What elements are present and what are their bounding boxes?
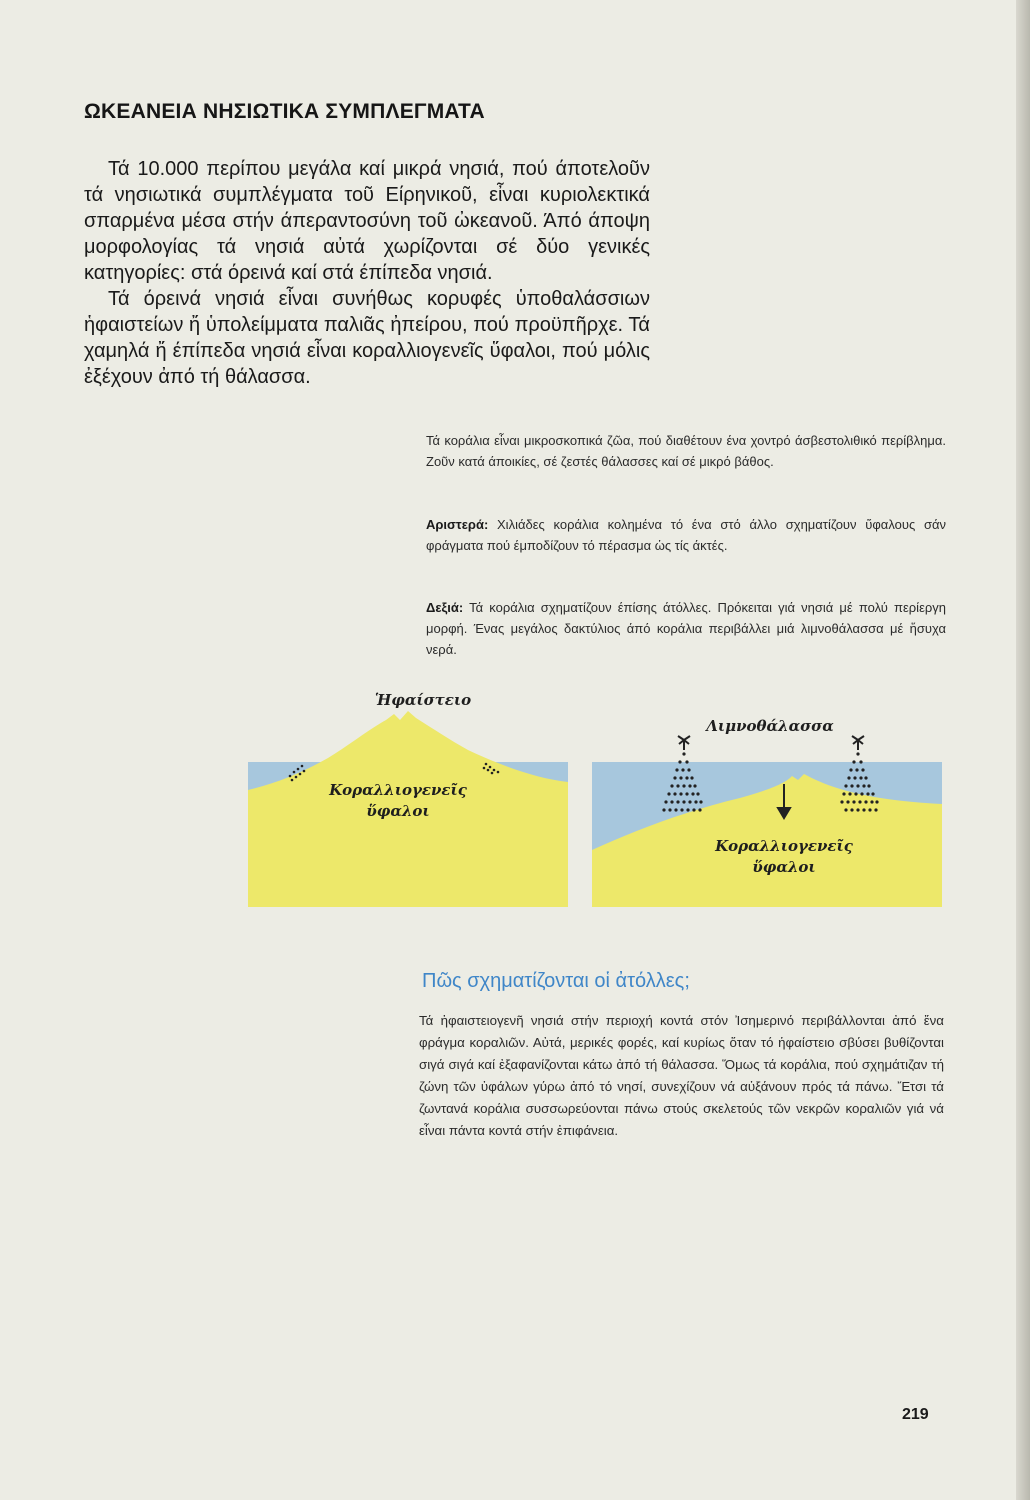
- caption-left-text: Χιλιάδες κοράλια κολημένα τό ένα στό άλλο σχηματίζουν ὕφαλους σάν φράγματα πού έμποδίζουν τό πέρασμα ὡς τίς άκτές.: [426, 517, 946, 553]
- atoll-formation-paragraph: Τά ἡφαιστειογενῆ νησιά στήν περιοχή κοντά στόν Ἰσημερινό περιβάλλονται ἀπό ἕνα φράγμα κοραλιῶν. Αὐτά, μερικές φορές, καί κυρίως ὅταν τό ἡφαίστειο σβύσει βυθίζονται σιγά σιγά καί ἐξαφανίζονται κάτω ἀπό τή θάλασσα. Ὅμως τά κοράλια, πού σχημάτιζαν τή ζώνη τῶν ὑφάλων γύρω ἀπό τό νησί, συνεχίζουν νά αὐξάνουν πρός τά πάνω. Ἔτσι τά ζωντανά κοράλια συσσωρεύονται πάνω στούς σκελετούς τῶν νεκρῶν κοραλιῶν γιά νά εἶναι πάντα κοντά στήν ἐπιφάνεια.: [419, 1013, 944, 1138]
- label-reefs-line2: ὕφαλοι: [366, 802, 430, 820]
- caption-left: [426, 514, 946, 556]
- caption-left-label: Αριστερά:: [426, 517, 489, 532]
- page-edge: [1016, 0, 1030, 1500]
- intro-paragraph-1: Τά 10.000 περίπου μεγάλα καί μικρά νησιά, πού άποτελοῦν τά νησιωτικά συμπλέγματα τοῦ Είρηνικοῦ, εἶναι κυριολεκτικά σπαρμένα μέσα στήν άπεραντοσύνη τοῦ ὠκεανοῦ. Άπό άποψη μορφολογίας τά νησιά αὐτά χωρίζονται σέ δύο γενικές κατηγορίες: στά όρεινά καί στά έπίπεδα νησιά.: [84, 158, 650, 284]
- caption-right-label: Δεξιά:: [426, 600, 464, 615]
- caption-corals: [426, 430, 946, 472]
- label-atoll-reefs-line1: Κοραλλιογενεῖς: [715, 837, 853, 855]
- caption-right: [426, 597, 946, 660]
- intro-paragraph-2: Τά όρεινά νησιά εἶναι συνήθως κορυφές ὑποθαλάσσιων ἡφαιστείων ἤ ὑπολείμματα παλιᾶς ἠπείρου, πού προϋπῆρχε. Τά χαμηλά ἤ έπίπεδα νησιά εἶναι κοραλλιογενεῖς ὕφαλοι, πού μόλις ἐξέχουν ἀπό τή θάλασσα.: [84, 288, 650, 388]
- diagram-volcano-reef: [218, 680, 598, 910]
- section-subtitle: Πῶς σχηματίζονται οἱ ἀτόλλες;: [422, 970, 690, 992]
- label-volcano: Ἡφαίστειο: [374, 691, 472, 709]
- palm-tree-left: [678, 736, 690, 750]
- intro-text: [84, 156, 650, 390]
- label-reefs-line1: Κοραλλιογενεῖς: [329, 781, 467, 799]
- palm-tree-right: [852, 736, 864, 750]
- label-lagoon: Λιμνοθάλασσα: [706, 717, 834, 735]
- diagram-atoll: [580, 680, 960, 910]
- page-title: ΩΚΕΑΝΕΙΑ ΝΗΣΙΩΤΙΚΑ ΣΥΜΠΛΕΓΜΑΤΑ: [84, 100, 485, 123]
- page-number: 219: [902, 1406, 929, 1423]
- caption-corals-text: Τά κοράλια εἶναι μικροσκοπικά ζῶα, πού διαθέτουν ένα χοντρό άσβεστολιθικό περίβλημα. Ζοῦν κατά άποικίες, σέ ζεστές θάλασσες καί σέ μικρό βάθος.: [426, 433, 946, 469]
- atoll-formation-text: [419, 1010, 944, 1142]
- caption-right-text: Τά κοράλια σχηματίζουν έπίσης άτόλλες. Πρόκειται γιά νησιά μέ πολύ περίεργη μορφή. Ένας μεγάλος δακτύλιος άπό κοράλια περιβάλλει μιά λιμνοθάλασσα μέ ἥσυχα νερά.: [426, 600, 946, 657]
- label-atoll-reefs-line2: ὕφαλοι: [752, 858, 816, 876]
